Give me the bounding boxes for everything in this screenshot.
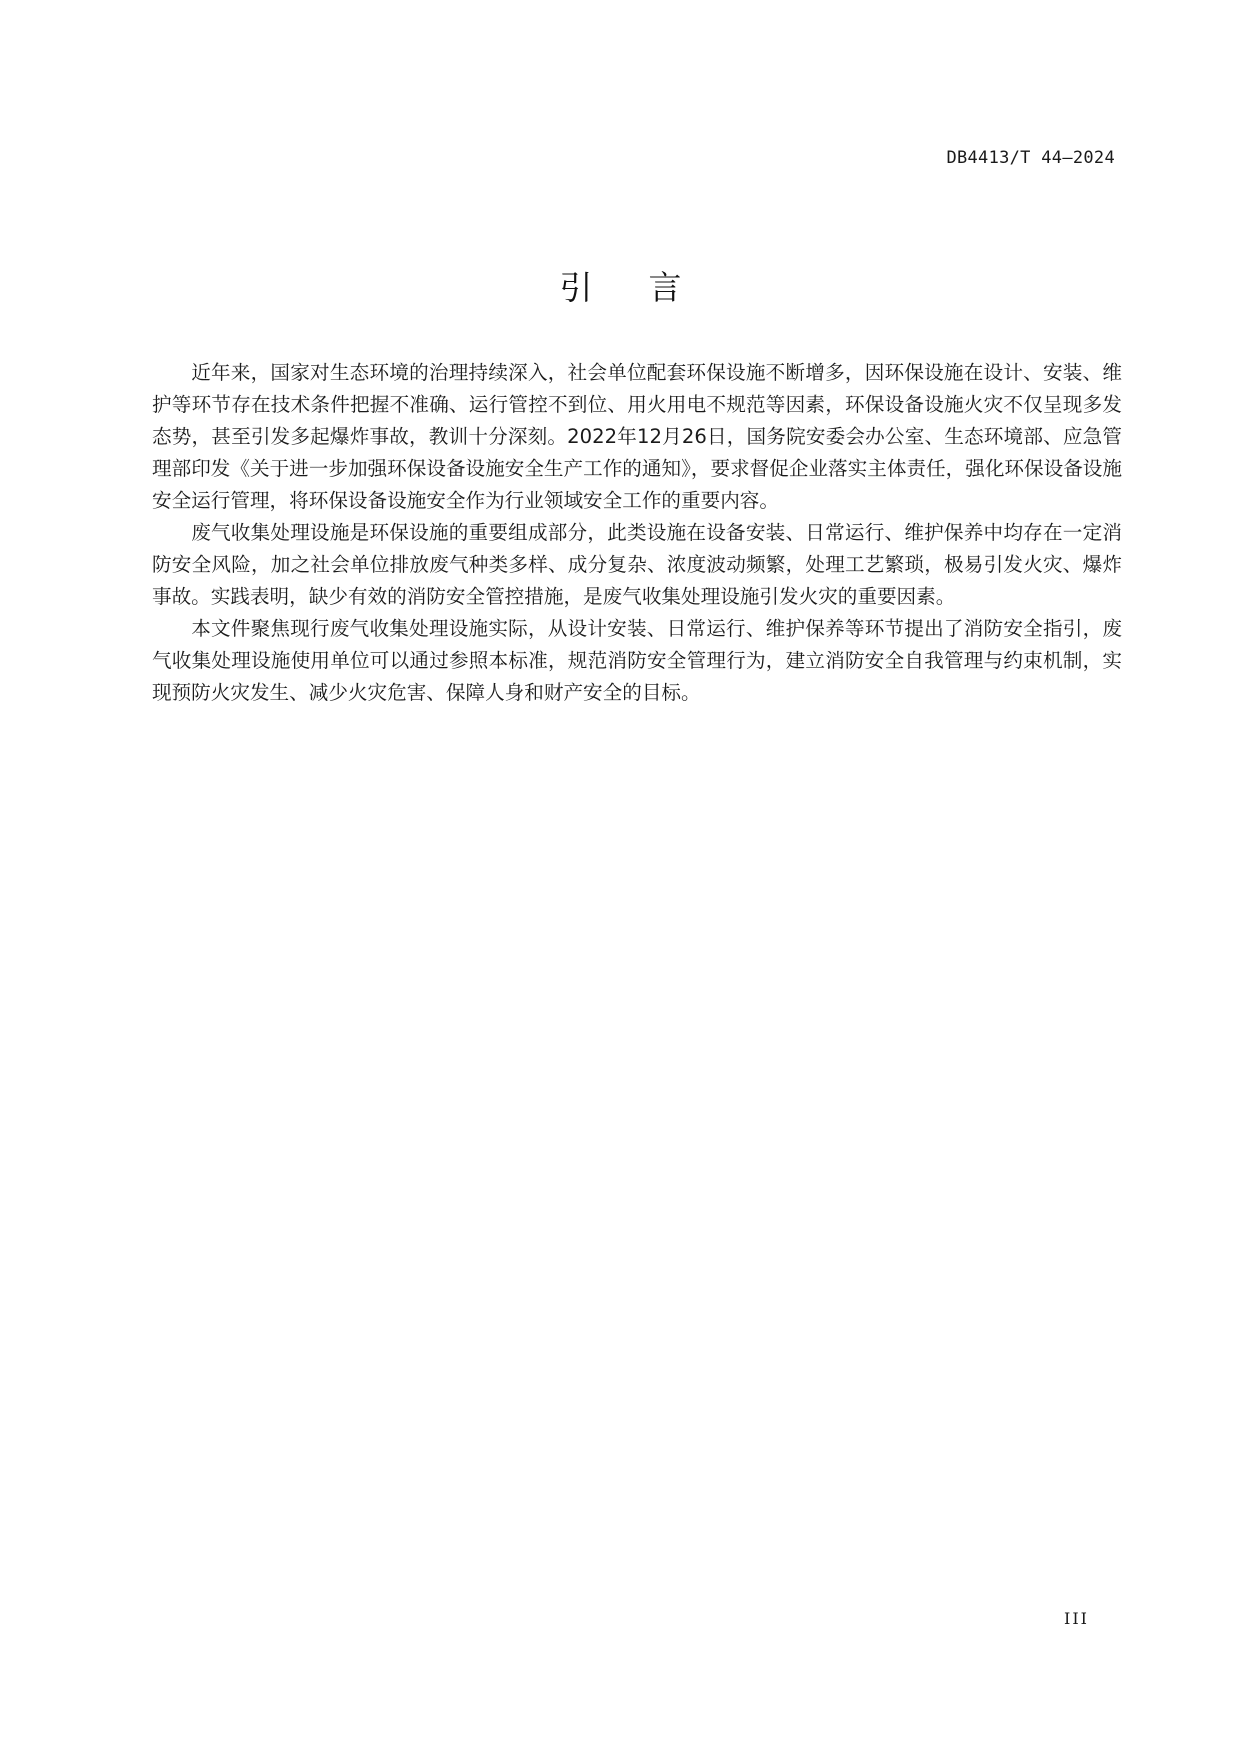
- document-body: [152, 357, 1122, 709]
- paragraph: 本文件聚焦现行废气收集处理设施实际，从设计安装、日常运行、维护保养等环节提出了消防安全指引，废气收集处理设施使用单位可以通过参照本标准，规范消防安全管理行为，建立消防安全自我管理与约束机制，实现预防火灾发生、减少火灾危害、保障人身和财产安全的目标。: [152, 617, 1122, 704]
- paragraph: 废气收集处理设施是环保设施的重要组成部分，此类设施在设备安装、日常运行、维护保养中均存在一定消防安全风险，加之社会单位排放废气种类多样、成分复杂、浓度波动频繁，处理工艺繁琐，极易引发火灾、爆炸事故。实践表明，缺少有效的消防安全管控措施，是废气收集处理设施引发火灾的重要因素。: [152, 521, 1122, 608]
- document-code: DB4413/T 44—2024: [946, 148, 1115, 168]
- page-number: III: [1064, 1609, 1089, 1628]
- paragraph: 近年来，国家对生态环境的治理持续深入，社会单位配套环保设施不断增多，因环保设施在设计、安装、维护等环节存在技术条件把握不准确、运行管控不到位、用火用电不规范等因素，环保设备设施火灾不仅呈现多发态势，甚至引发多起爆炸事故，教训十分深刻。2022年12月26日，国务院安委会办公室、生态环境部、应急管理部印发《关于进一步加强环保设备设施安全生产工作的通知》，要求督促企业落实主体责任，强化环保设备设施安全运行管理，将环保设备设施安全作为行业领域安全工作的重要内容。: [152, 361, 1122, 512]
- page-title: 引言: [559, 268, 738, 307]
